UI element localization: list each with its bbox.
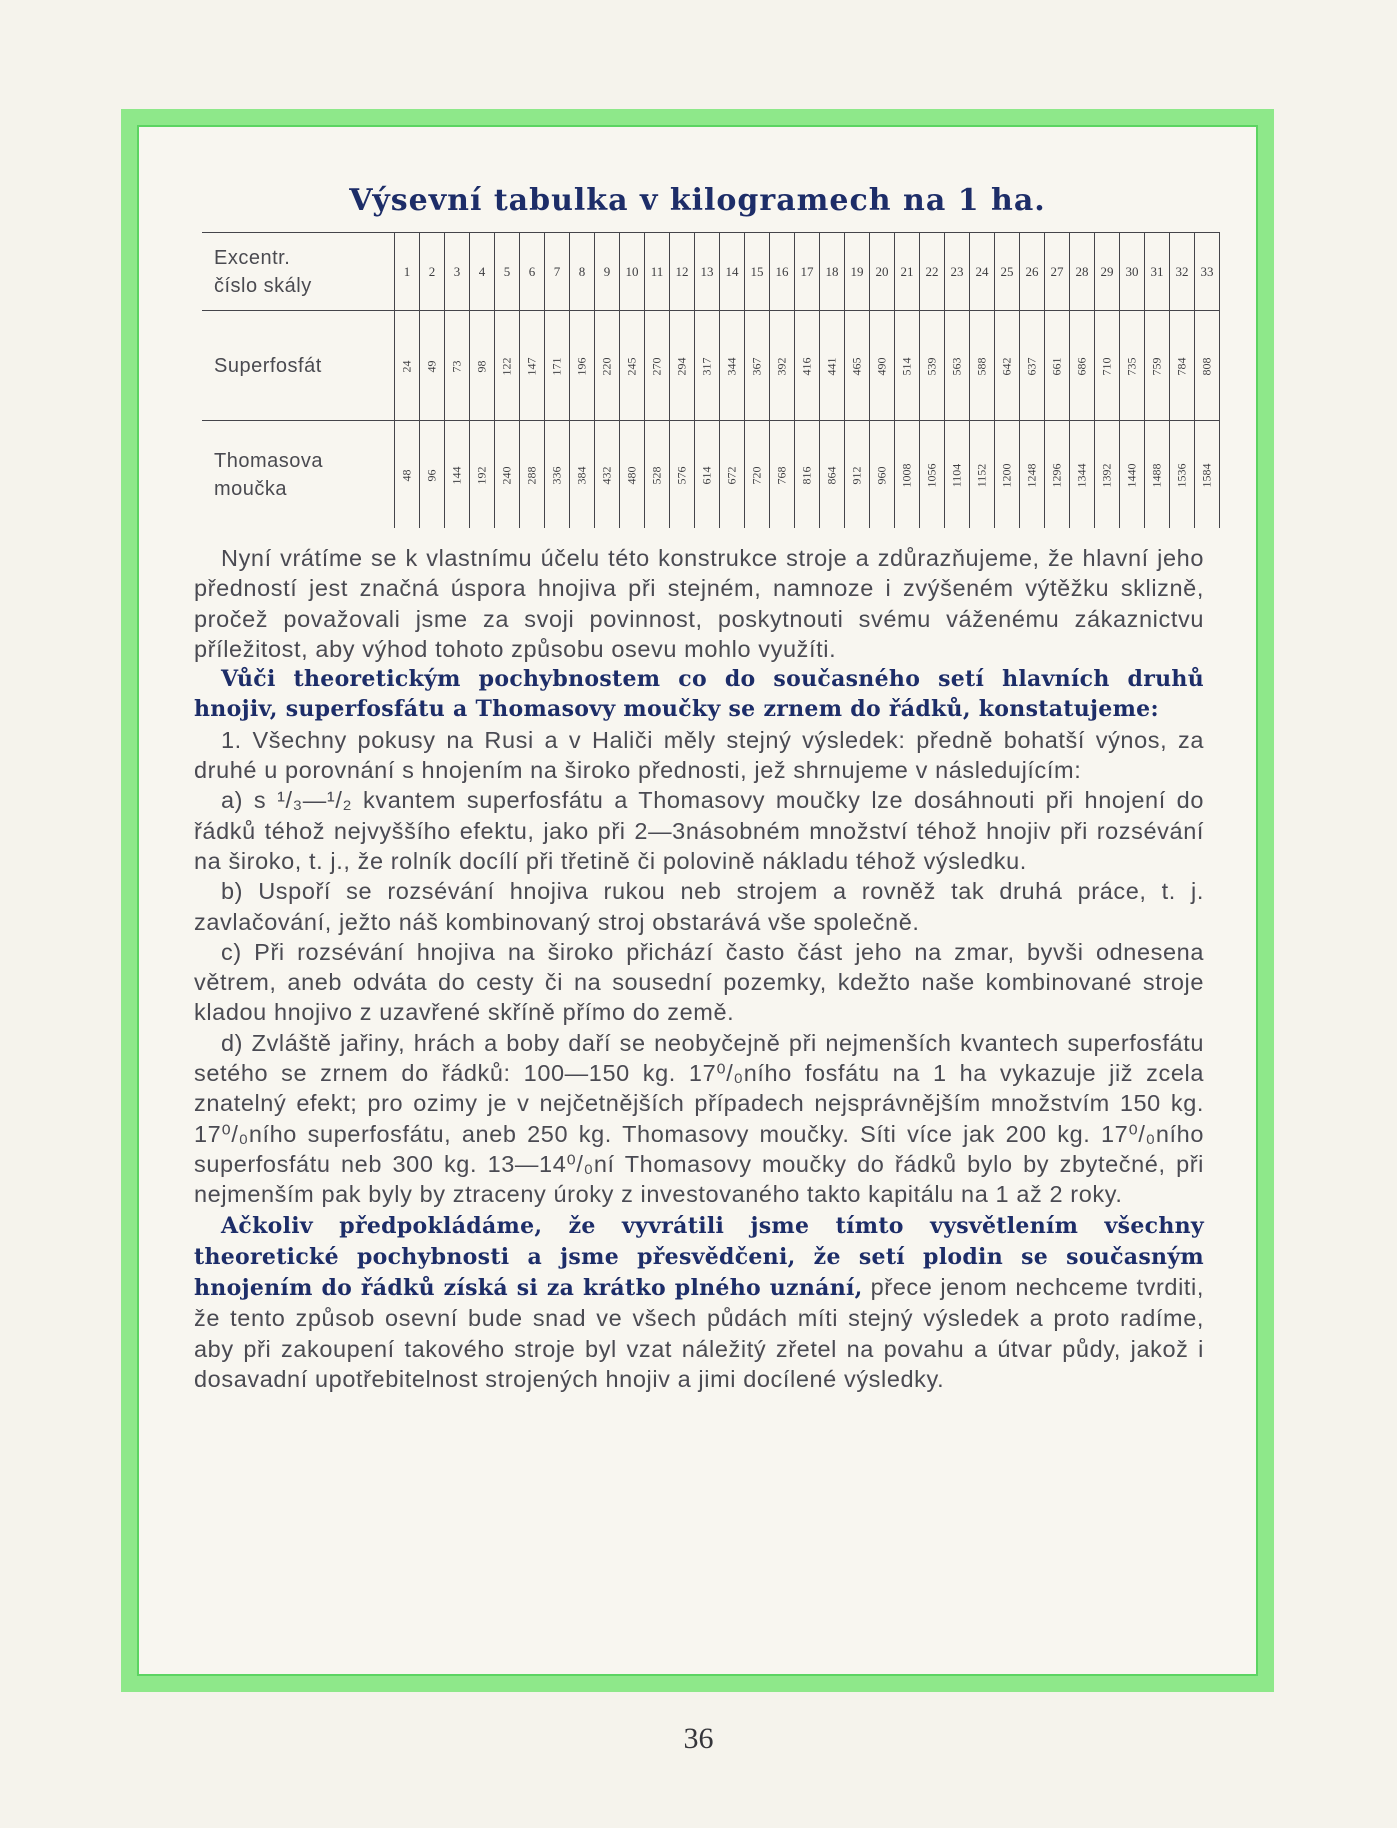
cell-value: 98	[474, 360, 489, 372]
header-label-line-1: Excentr.	[214, 246, 291, 269]
cell-value: 735	[1124, 357, 1139, 375]
value-cell	[845, 421, 870, 529]
cell-value: 192	[474, 466, 489, 484]
paragraph: a) s ¹/₃—¹/₂ kvantem superfosfátu a Thomasovy moučky lze dosáhnouti při hnojení do řádků téhož nejvyššího efektu, jako při 2—3násobném množství téhož hnojiv při rozsévání na široko, t. j., že rolník docílí při třetině či polovině nákladu téhož výsledku.	[194, 787, 1204, 874]
cell-value: 759	[1149, 357, 1164, 375]
cell-value: 392	[774, 357, 789, 375]
value-cell	[970, 421, 995, 529]
value-cell	[395, 421, 420, 529]
scale-number-cell: 31	[1145, 233, 1170, 311]
cell-value: 441	[824, 357, 839, 375]
paragraph: b) Uspoří se rozsévání hnojiva rukou neb strojem a rovněž tak druhá práce, t. j. zavlačování, ježto náš kombinovaný stroj obstarává vše společně.	[194, 878, 1204, 935]
scale-number-cell: 11	[645, 233, 670, 311]
value-cell	[795, 311, 820, 421]
cell-value: 196	[574, 357, 589, 375]
value-cell	[520, 311, 545, 421]
closing-regular-text: přece jenom nechceme tvrditi, že tento způsob osevní bude snad ve všech půdách míti stejný výsledek a proto radíme, aby při zakoupení takového stroje byl vzat náležitý zřetel na povahu a útvar půdy, jakož i dosavadní upotřebitelnost strojených hnojiv a jimi docílené výsledky.	[194, 1274, 1204, 1393]
value-cell	[1020, 311, 1045, 421]
value-cell	[1020, 421, 1045, 529]
cell-value: 661	[1049, 357, 1064, 375]
table-row-thomasova-moucka	[202, 421, 1220, 529]
cell-value: 384	[574, 466, 589, 484]
cell-value: 912	[849, 466, 864, 484]
scale-number-cell: 6	[520, 233, 545, 311]
paragraph: 1. Všechny pokusy na Rusi a v Haliči měly stejný výsledek: předně bohatší výnos, za druhé u porovnání s hnojením na široko přednosti, jež shrnujeme v následujícím:	[194, 726, 1204, 784]
cell-value: 465	[849, 357, 864, 375]
value-cell	[720, 311, 745, 421]
header-label-cell	[202, 233, 395, 311]
cell-value: 490	[874, 357, 889, 375]
value-cell	[770, 311, 795, 421]
cell-value: 220	[599, 357, 614, 375]
value-cell	[620, 421, 645, 529]
cell-value: 784	[1174, 357, 1189, 375]
value-cell	[970, 311, 995, 421]
row-label-text: moučka	[214, 477, 288, 500]
cell-value: 144	[449, 466, 464, 484]
value-cell	[1095, 311, 1120, 421]
cell-value: 614	[699, 466, 714, 484]
value-cell	[1170, 311, 1195, 421]
value-cell	[820, 421, 845, 529]
value-cell	[995, 311, 1020, 421]
value-cell	[695, 421, 720, 529]
value-cell	[920, 311, 945, 421]
cell-value: 1440	[1124, 463, 1139, 487]
scale-number-cell: 33	[1195, 233, 1220, 311]
cell-value: 960	[874, 466, 889, 484]
value-cell	[595, 311, 620, 421]
value-cell	[820, 311, 845, 421]
scale-number-cell: 21	[895, 233, 920, 311]
cell-value: 576	[674, 466, 689, 484]
cell-value: 367	[749, 357, 764, 375]
scale-number-cell: 13	[695, 233, 720, 311]
value-cell	[770, 421, 795, 529]
row-label-thomasova-moucka	[202, 421, 395, 529]
cell-value: 96	[424, 469, 439, 481]
cell-value: 1344	[1074, 463, 1089, 487]
value-cell	[1045, 421, 1070, 529]
value-cell	[570, 421, 595, 529]
scale-number-cell: 23	[945, 233, 970, 311]
value-cell	[620, 311, 645, 421]
green-page-frame	[121, 109, 1274, 1692]
page-title: Výsevní tabulka v kilogramech na 1 ha.	[349, 183, 1046, 218]
cell-value: 24	[399, 360, 414, 372]
value-cell	[745, 311, 770, 421]
value-cell	[1145, 311, 1170, 421]
scale-number-cell: 15	[745, 233, 770, 311]
value-cell	[420, 311, 445, 421]
value-cell	[1070, 421, 1095, 529]
value-cell	[495, 421, 520, 529]
scale-number-cell: 28	[1070, 233, 1095, 311]
value-cell	[545, 311, 570, 421]
value-cell	[1045, 311, 1070, 421]
value-cell	[1195, 421, 1220, 529]
scale-number-cell: 7	[545, 233, 570, 311]
value-cell	[1120, 311, 1145, 421]
value-cell	[1120, 421, 1145, 529]
cell-value: 637	[1024, 357, 1039, 375]
value-cell	[695, 311, 720, 421]
cell-value: 1056	[924, 463, 939, 487]
value-cell	[395, 311, 420, 421]
value-cell	[670, 311, 695, 421]
cell-value: 642	[999, 357, 1014, 375]
scale-number-cell: 26	[1020, 233, 1045, 311]
cell-value: 588	[974, 357, 989, 375]
value-cell	[520, 421, 545, 529]
scale-number-cell: 16	[770, 233, 795, 311]
scale-number-cell: 5	[495, 233, 520, 311]
scale-number-cell: 3	[445, 233, 470, 311]
cell-value: 768	[774, 466, 789, 484]
cell-value: 344	[724, 357, 739, 375]
row-label-superfosfat	[202, 311, 395, 421]
scale-number-cell: 24	[970, 233, 995, 311]
closing-bold-text: Ačkoliv předpokládáme, že vyvrátili jsme tímto vysvětlením všechny theoretické pochybnosti a jsme přesvědčeni, že setí plodin se současným hnojením do řádků získá si za krátko plného uznání,	[194, 1212, 1204, 1302]
cell-value: 1392	[1099, 463, 1114, 487]
scale-number-cell: 12	[670, 233, 695, 311]
value-cell	[645, 311, 670, 421]
cell-value: 336	[549, 466, 564, 484]
value-cell	[445, 421, 470, 529]
cell-value: 270	[649, 357, 664, 375]
value-cell	[545, 421, 570, 529]
value-cell	[670, 421, 695, 529]
scale-number-cell: 19	[845, 233, 870, 311]
scale-number-cell: 18	[820, 233, 845, 311]
table-header-row	[202, 233, 1220, 311]
scale-number-cell: 29	[1095, 233, 1120, 311]
value-cell	[420, 421, 445, 529]
scale-number-cell: 17	[795, 233, 820, 311]
cell-value: 288	[524, 466, 539, 484]
page-number: 36	[683, 1722, 714, 1755]
value-cell	[1095, 421, 1120, 529]
value-cell	[995, 421, 1020, 529]
value-cell	[745, 421, 770, 529]
value-cell	[1195, 311, 1220, 421]
cell-value: 808	[1199, 357, 1214, 375]
cell-value: 416	[799, 357, 814, 375]
cell-value: 317	[699, 357, 714, 375]
scale-number-cell: 8	[570, 233, 595, 311]
cell-value: 240	[499, 466, 514, 484]
cell-value: 294	[674, 357, 689, 375]
cell-value: 48	[399, 469, 414, 481]
cell-value: 1536	[1174, 463, 1189, 487]
cell-value: 1488	[1149, 463, 1164, 487]
paragraph: Nyní vrátíme se k vlastnímu účelu této konstrukce stroje a zdůrazňujeme, že hlavní jeho předností jest značná úspora hnojiva při stejném, namnoze i zvýšeném výtěžku sklizně, pročež považovali jsme za svoji povinnost, poskytnouti svému váženému zákaznictvu příležitost, aby výhod tohoto způsobu osevu mohlo využíti.	[194, 545, 1204, 662]
cell-value: 528	[649, 466, 664, 484]
value-cell	[895, 421, 920, 529]
cell-value: 1296	[1049, 463, 1064, 487]
cell-value: 1104	[949, 463, 964, 487]
cell-value: 245	[624, 357, 639, 375]
scale-number-cell: 20	[870, 233, 895, 311]
cell-value: 1200	[999, 463, 1014, 487]
scale-number-cell: 27	[1045, 233, 1070, 311]
cell-value: 672	[724, 466, 739, 484]
scale-number-cell: 1	[395, 233, 420, 311]
cell-value: 864	[824, 466, 839, 484]
value-cell	[945, 311, 970, 421]
value-cell	[720, 421, 745, 529]
cell-value: 539	[924, 357, 939, 375]
header-label-line-2: číslo skály	[214, 274, 312, 297]
closing-paragraph	[194, 1210, 1204, 1395]
value-cell	[870, 311, 895, 421]
cell-value: 171	[549, 357, 564, 375]
scale-number-cell: 14	[720, 233, 745, 311]
value-cell	[470, 311, 495, 421]
scale-number-cell: 25	[995, 233, 1020, 311]
body-text	[194, 543, 1204, 1394]
cell-value: 514	[899, 357, 914, 375]
scale-number-cell: 30	[1120, 233, 1145, 311]
cell-value: 686	[1074, 357, 1089, 375]
value-cell	[1070, 311, 1095, 421]
value-cell	[870, 421, 895, 529]
cell-value: 432	[599, 466, 614, 484]
value-cell	[595, 421, 620, 529]
row-label-text: Superfosfát	[214, 354, 322, 377]
scale-number-cell: 9	[595, 233, 620, 311]
paragraph: c) Při rozsévání hnojiva na široko přichází často část jeho na zmar, byvši odnesena větrem, aneb odváta do cesty či na sousední pozemky, kdežto naše kombinované stroje kladou hnojivo z uzavřené skříně přímo do země.	[194, 938, 1204, 1026]
value-cell	[1170, 421, 1195, 529]
cell-value: 480	[624, 466, 639, 484]
value-cell	[1145, 421, 1170, 529]
value-cell	[845, 311, 870, 421]
value-cell	[470, 421, 495, 529]
cell-value: 563	[949, 357, 964, 375]
scale-number-cell: 10	[620, 233, 645, 311]
cell-value: 147	[524, 357, 539, 375]
row-label-text: Thomasova	[214, 449, 323, 472]
cell-value: 1152	[974, 463, 989, 487]
value-cell	[445, 311, 470, 421]
cell-value: 1248	[1024, 463, 1039, 487]
seeding-table	[202, 232, 1220, 528]
cell-value: 1584	[1199, 463, 1214, 487]
value-cell	[895, 311, 920, 421]
cell-value: 122	[499, 357, 514, 375]
table-row-superfosfat	[202, 311, 1220, 421]
cell-value: 720	[749, 466, 764, 484]
scale-number-cell: 4	[470, 233, 495, 311]
value-cell	[570, 311, 595, 421]
value-cell	[645, 421, 670, 529]
bold-paragraph: Vůči theoretickým pochybnostem co do současného setí hlavních druhů hnojiv, superfosfátu a Thomasovy moučky se zrnem do řádků, konstatujeme:	[194, 666, 1204, 723]
value-cell	[795, 421, 820, 529]
value-cell	[945, 421, 970, 529]
value-cell	[495, 311, 520, 421]
scale-number-cell: 32	[1170, 233, 1195, 311]
value-cell	[920, 421, 945, 529]
scale-number-cell: 22	[920, 233, 945, 311]
cell-value: 816	[799, 466, 814, 484]
scale-number-cell: 2	[420, 233, 445, 311]
cell-value: 1008	[899, 463, 914, 487]
cell-value: 49	[424, 360, 439, 372]
cell-value: 73	[449, 360, 464, 372]
paragraph: d) Zvláště jařiny, hrách a boby daří se neobyčejně při nejmenších kvantech superfosfátu setého se zrnem do řádků: 100—150 kg. 17⁰/₀ního fosfátu na 1 ha vykazuje již zcela znatelný efekt; pro ozimy je v nejčetnějších případech nejsprávnějším množstvím 150 kg. 17⁰/₀ního superfosfátu, aneb 250 kg. Thomasovy moučky. Síti více jak 200 kg. 17⁰/₀ního superfosfátu neb 300 kg. 13—14⁰/₀ní Thomasovy moučky do řádků bylo by zbytečné, při nejmenším pak byly by ztraceny úroky z investovaného takto kapitálu na 1 až 2 roky.	[194, 1029, 1204, 1208]
cell-value: 710	[1099, 357, 1114, 375]
